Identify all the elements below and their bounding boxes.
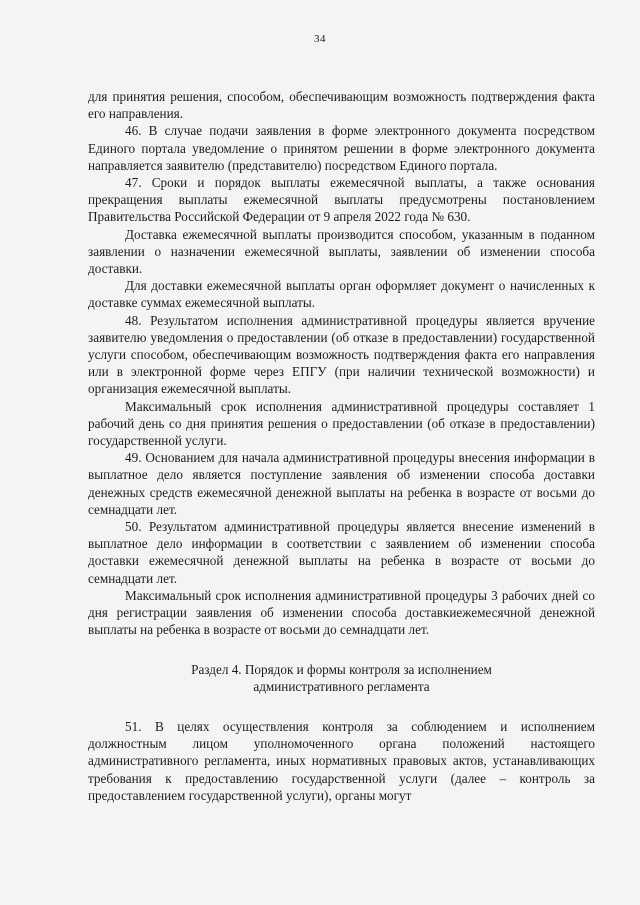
paragraph-48: 48. Результатом исполнения административной процедуры является вручение заявителю уведомления о предоставлении (об отказе в предоставлении) государственной услуги способом, обеспечивающим возможность подтверждения факта его направления или в электронной форме через ЕПГУ (при наличии технической возможности) и организация ежемесячной выплаты. xyxy=(88,312,595,397)
paragraph-continuation: для принятия решения, способом, обеспечивающим возможность подтверждения факта его направления. xyxy=(88,89,595,122)
paragraph-46: 46. В случае подачи заявления в форме электронного документа посредством Единого портала уведомление о принятом решении в форме электронного документа направляется заявителю (представителю) посредством Единого портала. xyxy=(88,123,595,173)
paragraph-47: 47. Сроки и порядок выплаты ежемесячной выплаты, а также основания прекращения выплаты ежемесячной выплаты предусмотрены постановлением Правительства Российской Федерации от 9 апреля 2022 года № 630. xyxy=(88,175,595,225)
section-heading-line-1: Раздел 4. Порядок и формы контроля за исполнением xyxy=(191,661,492,677)
document-body xyxy=(88,88,595,804)
page-number: 34 xyxy=(314,33,326,45)
paragraph-50: 50. Результатом административной процедуры является внесение изменений в выплатное дело информации в соответствии с заявлением об изменении способа доставки ежемесячной денежной выплаты на ребенка в возрасте от восьми до семнадцати лет. xyxy=(88,519,595,586)
paragraph-48-term: Максимальный срок исполнения административной процедуры составляет 1 рабочий день со дня принятия решения о предоставлении (об отказе в предоставлении) государственной услуги. xyxy=(88,398,595,449)
paragraph-delivery: Доставка ежемесячной выплаты производится способом, указанным в поданном заявлении о назначении ежемесячной выплаты, заявлении об изменении способа доставки. xyxy=(88,226,595,277)
section-heading-line-2: административного регламента xyxy=(253,678,430,694)
paragraph-49: 49. Основанием для начала административной процедуры внесения информации в выплатное дело является поступление заявления об изменении способа доставки денежных средств ежемесячной денежной выплаты на ребенка в возрасте от восьми до семнадцати лет. xyxy=(88,450,595,517)
paragraph-51: 51. В целях осуществления контроля за соблюдением и исполнением должностным лицом уполномоченного органа положений настоящего административного регламента, иных нормативных правовых актов, устанавливающих требования к предоставлению государственной услуги (далее – контроль за предоставлением государственной услуги), органы могут xyxy=(88,718,595,803)
paragraph-50-term: Максимальный срок исполнения административной процедуры 3 рабочих дней со дня регистрации заявления об изменении способа доставкиежемесячной денежной выплаты на ребенка в возрасте от восьми до семнадцати лет. xyxy=(88,587,595,638)
section-heading xyxy=(88,661,595,695)
paragraph-delivery-document: Для доставки ежемесячной выплаты орган оформляет документ о начисленных к доставке суммах ежемесячной выплаты. xyxy=(88,278,595,311)
